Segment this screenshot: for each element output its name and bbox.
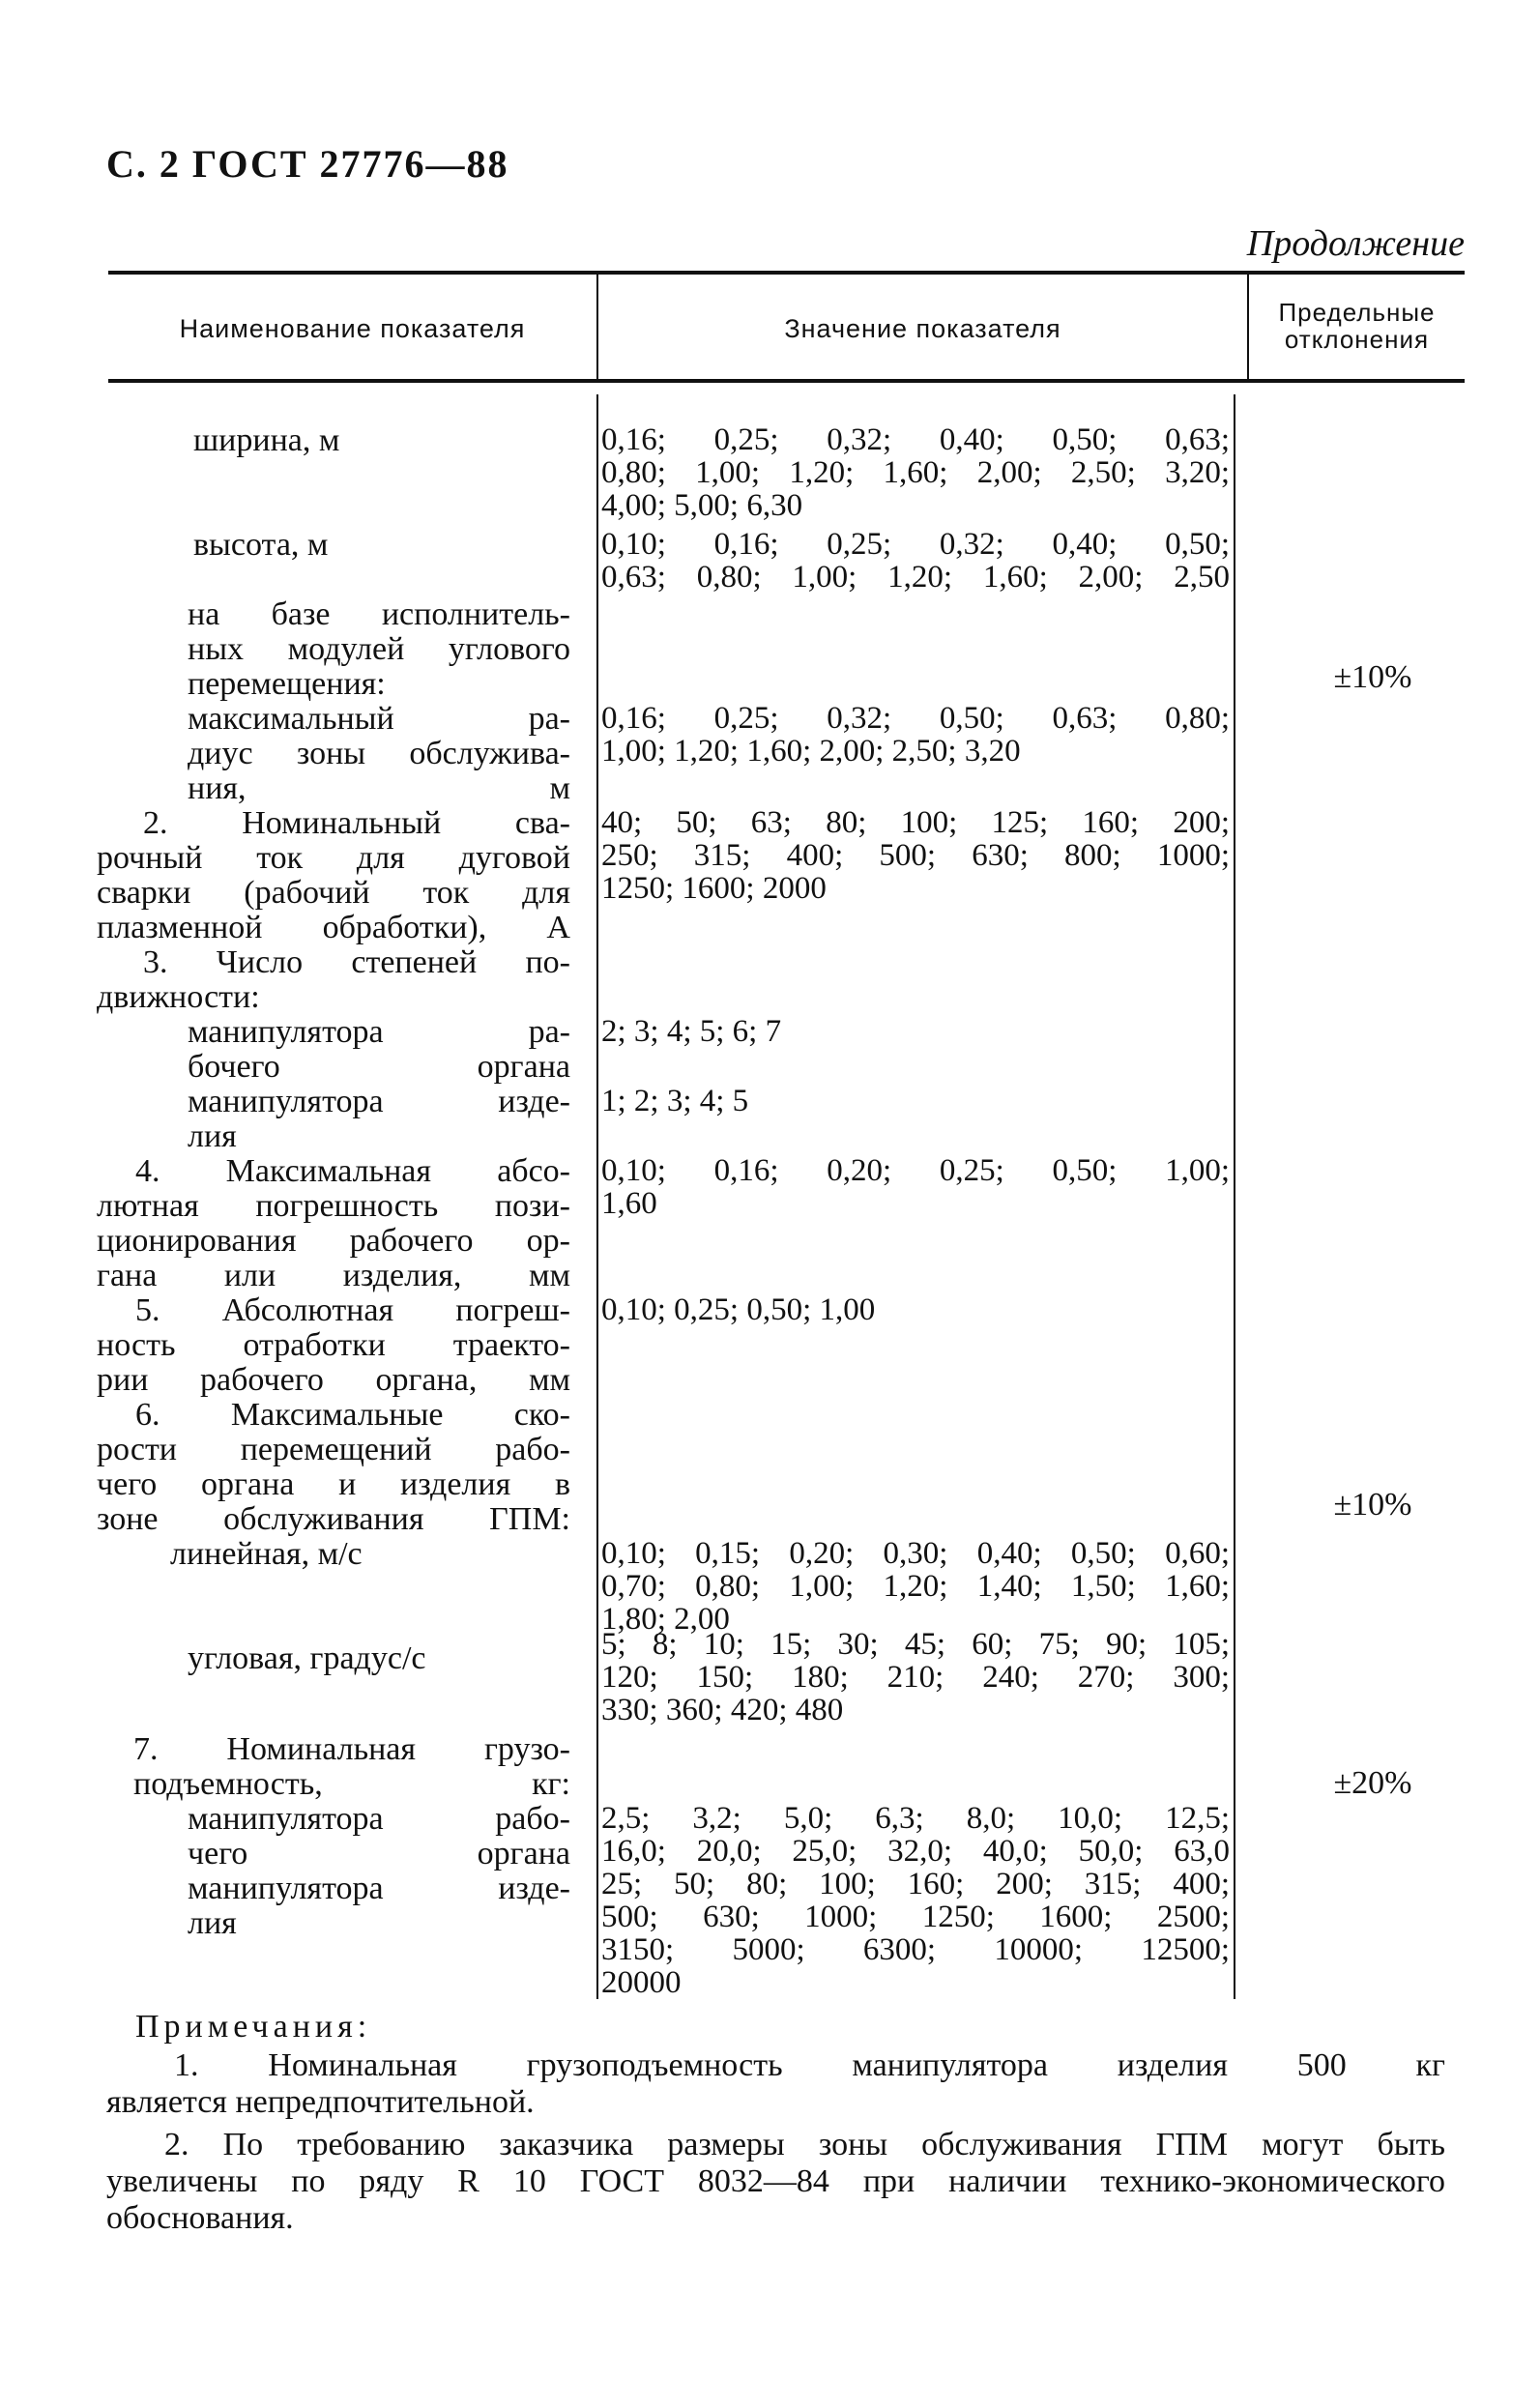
- row-positioning-error-name: 4. Максимальная абсо- лютная погрешность пози- ционирования рабочего ор- гана или изделия, мм: [97, 1153, 570, 1293]
- column-divider-1-body: [596, 394, 598, 1999]
- row-welding-current-value: 40; 50; 63; 80; 100; 125; 160; 200; 250; 315; 400; 500; 630; 800; 1000; 1250; 1600; 2000: [601, 805, 1230, 906]
- row-dof-part-manipulator-value: 1; 2; 3; 4; 5: [601, 1084, 749, 1118]
- row-load-part-manipulator-value: 25; 50; 80; 100; 160; 200; 315; 400; 500; 630; 1000; 1250; 1600; 2500; 3150; 5000; 6300; 10000; 12500; 20000: [601, 1867, 1230, 2000]
- continuation-label: Продолжение: [1246, 223, 1465, 264]
- row-positioning-error-value: 0,10; 0,16; 0,20; 0,25; 0,50; 1,00; 1,60: [601, 1153, 1230, 1221]
- column-header-name: Наименование показателя: [179, 314, 526, 343]
- row-trajectory-error-name: 5. Абсолютная погреш- ность отработки траекто- рии рабочего органа, мм: [97, 1292, 570, 1398]
- row-max-speeds-name: 6. Максимальные ско- рости перемещений рабо- чего органа и изделия в зоне обслуживания ГПМ:: [97, 1397, 570, 1537]
- limit-load-capacity: ±20%: [1333, 1765, 1412, 1801]
- column-divider-2-body: [1234, 394, 1235, 1999]
- row-trajectory-error-value: 0,10; 0,25; 0,50; 1,00: [601, 1292, 876, 1327]
- row-load-capacity-name: 7. Номинальная грузо- подъемность, кг:: [133, 1731, 570, 1802]
- limit-dimensions: ±10%: [1333, 659, 1412, 695]
- row-load-tool-manipulator-name: манипулятора рабо- чего органа: [188, 1801, 570, 1871]
- row-welding-current-name: 2. Номинальный сва- рочный ток для дуговой сварки (рабочий ток для плазменной обработки), А: [97, 805, 570, 945]
- note-2: 2. По требованию заказчика размеры зоны обслуживания ГПМ могут быть увеличены по ряду R 10 ГОСТ 8032—84 при наличии технико-экономического обоснования.: [106, 2127, 1445, 2236]
- row-dof-part-manipulator-name: манипулятора изде- лия: [188, 1084, 570, 1154]
- row-angular-speed-name: угловая, градус/с: [188, 1640, 426, 1676]
- row-width-name: ширина, м: [193, 422, 340, 458]
- row-height-value: 0,10; 0,16; 0,25; 0,32; 0,40; 0,50; 0,63; 0,80; 1,00; 1,20; 1,60; 2,00; 2,50: [601, 527, 1230, 595]
- row-max-radius-name: максимальный ра- диус зоны обслужива- ния, м: [188, 701, 570, 806]
- column-header-limit: Предельные отклонения: [1278, 298, 1436, 354]
- row-degrees-of-freedom-name: 3. Число степеней по- движности:: [97, 944, 570, 1015]
- page-header: С. 2 ГОСТ 27776—88: [106, 142, 509, 186]
- row-dof-tool-manipulator-name: манипулятора ра- бочего органа: [188, 1014, 570, 1085]
- row-linear-speed-name: линейная, м/с: [170, 1536, 363, 1572]
- note-1: 1. Номинальная грузоподъемность манипулятора изделия 500 кг является непредпочтительной.: [106, 2047, 1445, 2120]
- row-load-part-manipulator-name: манипулятора изде- лия: [188, 1871, 570, 1941]
- row-angular-modules-name: на базе исполнитель- ных модулей углового перемещения:: [188, 596, 570, 702]
- table-top-rule: [108, 271, 1465, 275]
- table-header-rule: [108, 379, 1465, 383]
- row-angular-speed-value: 5; 8; 10; 15; 30; 45; 60; 75; 90; 105; 120; 150; 180; 210; 240; 270; 300; 330; 360; 420; 480: [601, 1627, 1230, 1727]
- row-dof-tool-manipulator-value: 2; 3; 4; 5; 6; 7: [601, 1014, 782, 1049]
- row-linear-speed-value: 0,10; 0,15; 0,20; 0,30; 0,40; 0,50; 0,60; 0,70; 0,80; 1,00; 1,20; 1,40; 1,50; 1,60; 1,80; 2,00: [601, 1536, 1230, 1637]
- row-height-name: высота, м: [193, 527, 329, 563]
- row-width-value: 0,16; 0,25; 0,32; 0,40; 0,50; 0,63; 0,80; 1,00; 1,20; 1,60; 2,00; 2,50; 3,20; 4,00; 5,00; 6,30: [601, 422, 1230, 523]
- row-load-tool-manipulator-value: 2,5; 3,2; 5,0; 6,3; 8,0; 10,0; 12,5; 16,0; 20,0; 25,0; 32,0; 40,0; 50,0; 63,0: [601, 1801, 1230, 1869]
- limit-speeds: ±10%: [1333, 1487, 1412, 1523]
- row-max-radius-value: 0,16; 0,25; 0,32; 0,50; 0,63; 0,80; 1,00; 1,20; 1,60; 2,00; 2,50; 3,20: [601, 701, 1230, 769]
- notes-title: Примечания:: [135, 2009, 372, 2045]
- column-header-value: Значение показателя: [784, 314, 1061, 343]
